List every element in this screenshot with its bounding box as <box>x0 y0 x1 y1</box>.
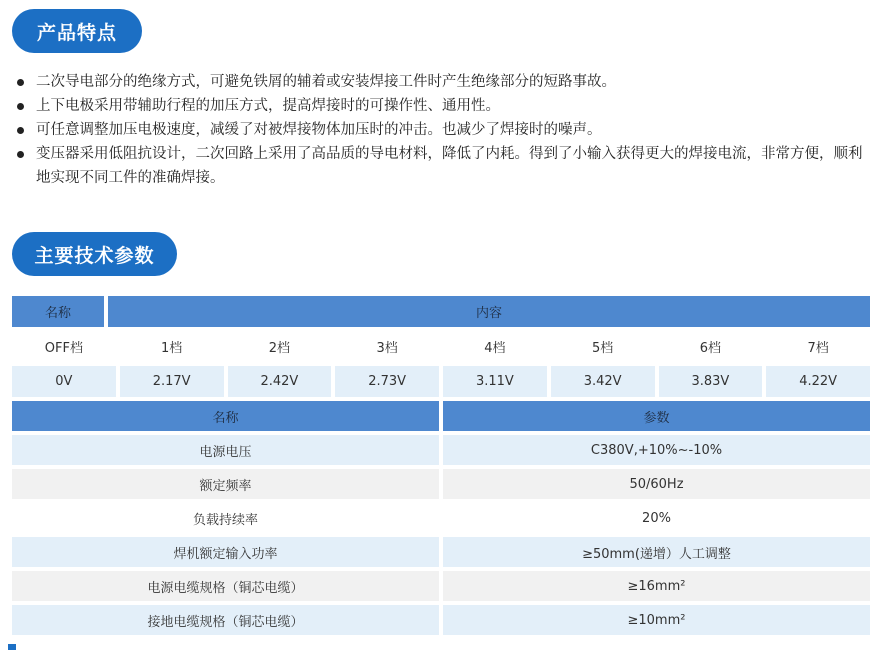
header-name: 名称 <box>12 296 104 327</box>
voltage-row <box>12 366 870 397</box>
header-content: 内容 <box>108 296 870 327</box>
bullet-icon <box>17 127 24 134</box>
spec-name: 焊机额定输入功率 <box>12 537 439 567</box>
spec-value: ≥50mm(递增）人工调整 <box>443 537 870 567</box>
table-row <box>12 571 870 601</box>
level-cell: 6档 <box>659 331 763 362</box>
level-cell: 1档 <box>120 331 224 362</box>
table-header-row <box>12 401 870 431</box>
spec-value: C380V,+10%~-10% <box>443 435 870 465</box>
level-row <box>12 331 870 362</box>
spec-value: 20% <box>443 503 870 533</box>
feature-text: 二次导电部分的绝缘方式，可避免铁屑的辅着或安装焊接工件时产生绝缘部分的短路事故。 <box>36 74 616 90</box>
voltage-cell: 3.11V <box>443 366 547 397</box>
bullet-icon <box>17 151 24 158</box>
voltage-cell: 2.73V <box>335 366 439 397</box>
table-row <box>12 503 870 533</box>
table-header-row <box>12 296 870 327</box>
feature-item <box>14 94 864 118</box>
feature-text: 上下电极采用带辅助行程的加压方式，提高焊接时的可操作性、通用性。 <box>36 98 500 114</box>
params-title: 主要技术参数 <box>12 232 177 276</box>
level-cell: 7档 <box>766 331 870 362</box>
voltage-cell: 2.17V <box>120 366 224 397</box>
gear-voltage-table <box>12 296 870 401</box>
table-row <box>12 537 870 567</box>
table-row <box>12 435 870 465</box>
spec-name: 电源电缆规格（铜芯电缆） <box>12 571 439 601</box>
table-row <box>12 605 870 635</box>
corner-accent <box>8 644 16 650</box>
features-title: 产品特点 <box>12 9 142 53</box>
level-cell: 4档 <box>443 331 547 362</box>
header-param: 参数 <box>443 401 870 431</box>
feature-item <box>14 70 864 94</box>
spec-value: ≥16mm² <box>443 571 870 601</box>
bullet-icon <box>17 79 24 86</box>
spec-value: ≥10mm² <box>443 605 870 635</box>
feature-text: 可任意调整加压电极速度，减缓了对被焊接物体加压时的冲击。也减少了焊接时的噪声。 <box>36 122 602 138</box>
level-cell: 3档 <box>335 331 439 362</box>
voltage-cell: 3.83V <box>659 366 763 397</box>
feature-text: 变压器采用低阻抗设计，二次回路上采用了高品质的导电材料，降低了内耗。得到了小输入获得更大的焊接电流，非常方便，顺利地实现不同工件的准确焊接。 <box>36 146 863 186</box>
level-cell: OFF档 <box>12 331 116 362</box>
spec-name: 接地电缆规格（铜芯电缆） <box>12 605 439 635</box>
spec-value: 50/60Hz <box>443 469 870 499</box>
level-cell: 5档 <box>551 331 655 362</box>
spec-table <box>12 401 870 639</box>
voltage-cell: 2.42V <box>228 366 332 397</box>
table-row <box>12 469 870 499</box>
voltage-cell: 0V <box>12 366 116 397</box>
features-list <box>14 70 864 190</box>
level-cell: 2档 <box>228 331 332 362</box>
spec-name: 电源电压 <box>12 435 439 465</box>
feature-item <box>14 142 864 190</box>
bullet-icon <box>17 103 24 110</box>
spec-name: 负载持续率 <box>12 503 439 533</box>
voltage-cell: 3.42V <box>551 366 655 397</box>
spec-name: 额定频率 <box>12 469 439 499</box>
feature-item <box>14 118 864 142</box>
header-name: 名称 <box>12 401 439 431</box>
voltage-cell: 4.22V <box>766 366 870 397</box>
